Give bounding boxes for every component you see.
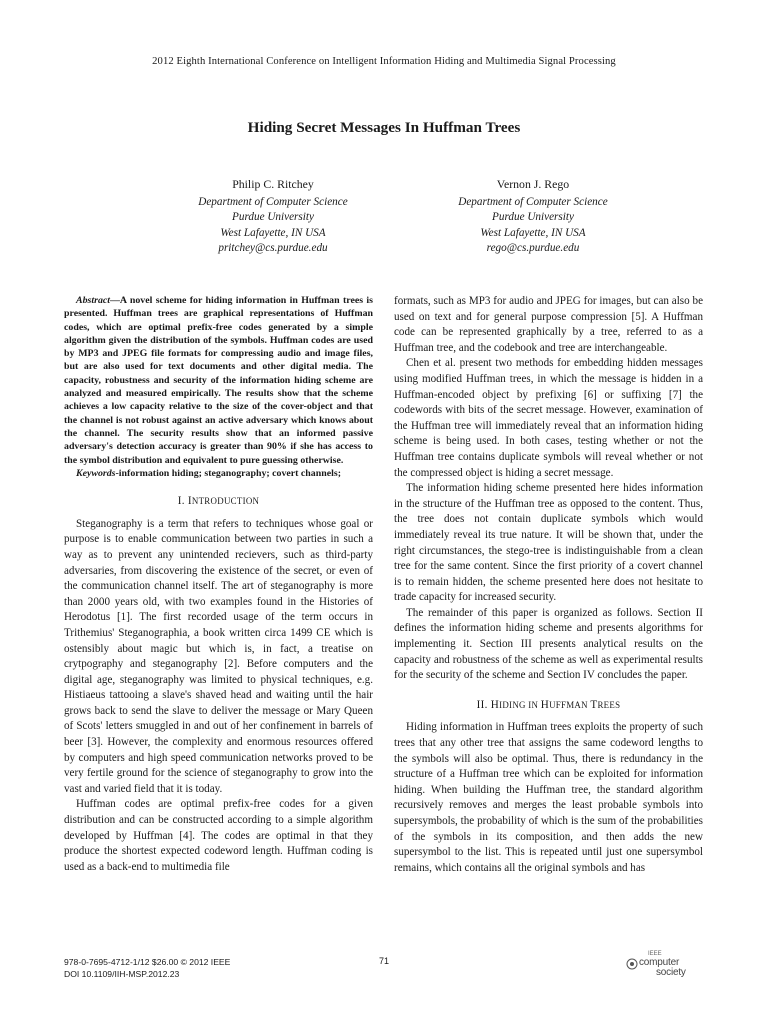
author-location: West Lafayette, IN USA bbox=[220, 226, 326, 239]
keywords-label: Keywords bbox=[76, 467, 116, 479]
abstract-text: —A novel scheme for hiding information in Huffman trees is presented. Huffman trees are graphical representations of Huffman codes, which are optimal prefix-free codes generated by a simple algorithm given the distribution of the symbols. Huffman codes are used by MP3 and JPEG file formats for compressing audio and image files, but are also used for text documents and other digital media. The capacity, robustness and security of the information hiding scheme are analyzed and measured empirically. The results show that the scheme achieves a low capacity relative to the size of the cover-object and that the channel is not robust against an active adversary which knows about the channel. The security results show that an informed passive adversary's detection accuracy is greater than 90% if she has access to the symbol distribution and equivalent to pure guessing otherwise. bbox=[64, 295, 373, 466]
logo-ieee-text: IEEE bbox=[648, 951, 662, 957]
author-university: Purdue University bbox=[232, 211, 314, 224]
section-heading-introduction bbox=[64, 494, 373, 510]
author-block-1 bbox=[123, 177, 423, 257]
author-email: rego@cs.purdue.edu bbox=[486, 242, 580, 255]
left-column bbox=[64, 294, 373, 875]
section-number: I. bbox=[177, 495, 185, 508]
conference-header: 2012 Eighth International Conference on Intelligent Information Hiding and Multimedia Signal Processing bbox=[152, 56, 616, 67]
author-location: West Lafayette, IN USA bbox=[480, 226, 586, 239]
keywords-text: -information hiding; steganography; covert channels; bbox=[115, 467, 341, 479]
logo-line-1: computer bbox=[639, 957, 680, 968]
paragraph: Hiding information in Huffman trees exploits the property of such trees that any other tree that assigns the same codeword lengths to the symbols will also be optimal. Thus, there is redundancy in the structure of a Huffman tree which can be exploited for information hiding. When building the Huffman tree, the standard algorithm recursively removes and merges the least probable symbols into supersymbols, the probability of which is the sum of the probabilities of the symbols in its composition, and then adds the new supersymbol to the list. This is repeated until just one supersymbol remains, which contains all the original symbols and has bbox=[394, 721, 703, 874]
page-number: 71 bbox=[378, 956, 389, 966]
paragraph: The remainder of this paper is organized as follows. Section II defines the information hiding scheme and presents algorithms for implementing it. Section III presents analytical results on the capacity and robustness of the scheme as well as experimental results for the security of the scheme and Section IV concludes the paper. bbox=[394, 606, 703, 682]
section-rest: NTRODUCTION bbox=[191, 496, 260, 507]
abstract-label: Abstract bbox=[76, 295, 111, 306]
logo-line-2: society bbox=[656, 967, 686, 978]
author-block-2 bbox=[383, 177, 683, 257]
paragraph: formats, such as MP3 for audio and JPEG for images, but can also be used on text and for general purpose compression [5]. A Huffman code can be represented graphically by a tree, referred to as a Huffman tree, and the codebook and tree are interchangeable. bbox=[394, 295, 703, 354]
paper-title: Hiding Secret Messages In Huffman Trees bbox=[247, 119, 521, 136]
author-email: pritchey@cs.purdue.edu bbox=[218, 242, 328, 255]
footer-isbn: 978-0-7695-4712-1/12 $26.00 © 2012 IEEE bbox=[64, 957, 231, 967]
author-department: Department of Computer Science bbox=[458, 195, 608, 208]
author-department: Department of Computer Science bbox=[198, 195, 348, 208]
author-university: Purdue University bbox=[492, 211, 574, 224]
paragraph: Steganography is a term that refers to techniques whose goal or purpose is to enable communication between two parties in such a way as to prevent any unintended recievers, such as third-party adversaries, from discovering the existence of the secret, or even of the communication channel itself. The art of steganography is more than 2000 years old, with two examples found in the Histories of Herodotus [1]. The first recorded usage of the term occurs in Trithemius' Steganographia, a book written circa 1499 CE which is ostensibly about magic but which is, in fact, a treatise on crytpography and steganography [2]. Before computers and the digital age, steganography was limited to physical techniques, e.g. Histiaeus tattooing a slave's shaved head and waiting until the hair grows back to send the slave to deliver the message or Mary Queen of Scots' letters smuggled in and out of her confinement in barrels of beer [3]. However, the complexity and enormous resources offered by computers and high speed communication networks proved to be very fertile ground for the science of steganography to grow into the vast and varied field that it is today. bbox=[64, 517, 373, 795]
section-cap: H bbox=[540, 698, 550, 711]
keywords bbox=[64, 467, 373, 480]
abstract bbox=[64, 294, 373, 467]
footer-doi: DOI 10.1109/IIH-MSP.2012.23 bbox=[64, 969, 180, 979]
paragraph: Huffman codes are optimal prefix-free codes for a given distribution and can be constructed according to a simple algorithm developed by Huffman [4]. The codes are optimal in that they produce the shortest expected codeword length. Huffman coding is used as a back-end to multimedia file bbox=[64, 798, 373, 873]
ieee-computer-society-logo bbox=[624, 951, 708, 981]
section-heading-hiding bbox=[394, 698, 703, 714]
author-name: Philip C. Ritchey bbox=[232, 177, 314, 191]
section-rest: REES bbox=[597, 699, 621, 710]
section-cap: H bbox=[490, 698, 500, 711]
logo-mark-icon bbox=[626, 958, 638, 970]
author-name: Vernon J. Rego bbox=[496, 177, 570, 191]
paragraph: Chen et al. present two methods for embedding hidden messages using modified Huffman trees, in which the message is hidden in a Huffman-encoded object by prefixing [6] or suffixing [7] the codewords with bits of the secret message. However, examination of the Huffman tree will immediately reveal that an information hiding scheme is being used. In both cases, testing whether or not the Huffman tree contains duplicate symbols will reveal whether or not the compressed object is hiding a secret message. bbox=[394, 357, 703, 479]
section-cap: T bbox=[590, 698, 598, 711]
section-rest: UFFMAN bbox=[549, 699, 591, 710]
section-rest: IDING IN bbox=[499, 699, 541, 710]
section-cap: I bbox=[187, 495, 192, 508]
paragraph: The information hiding scheme presented here hides information in the structure of the Huffman tree as opposed to the content. Thus, the tree does not contain duplicate symbols which would immediately reveal its true nature. It will be shown that, under the right circumstances, the stego-tree is indistinguishable from a clean tree for the same content. Since the first priority of a covert channel is to remain hidden, the scheme presented here does not hesitate to trade capacity for increased security. bbox=[394, 482, 703, 604]
footer-citation bbox=[64, 956, 230, 980]
right-column bbox=[394, 294, 703, 876]
section-number: II. bbox=[476, 698, 488, 711]
